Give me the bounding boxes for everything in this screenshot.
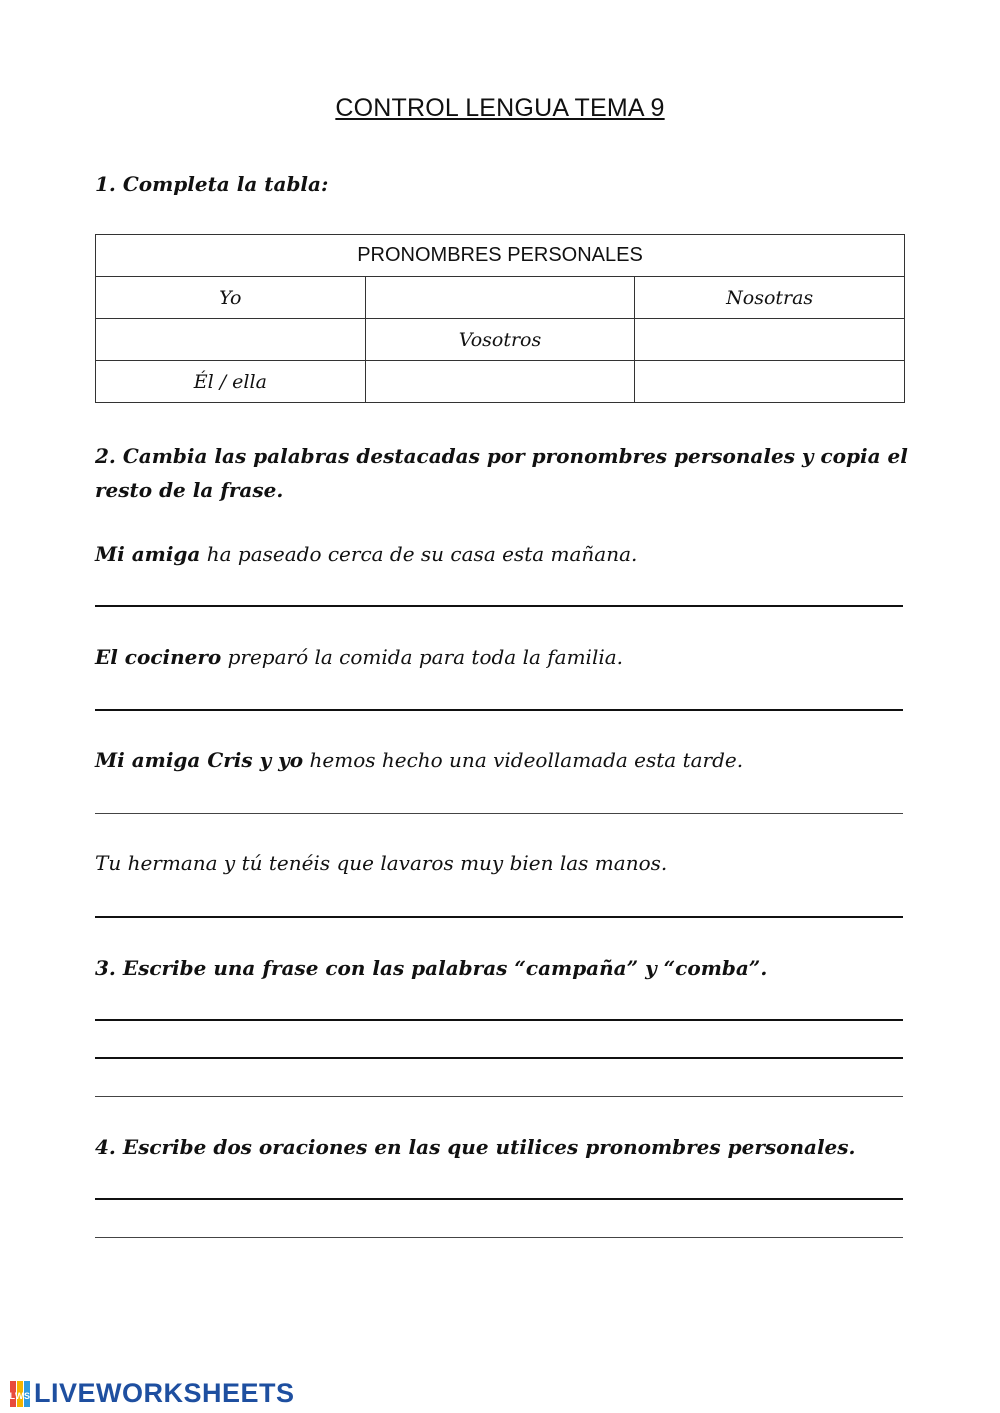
sentence-3 <box>95 748 743 772</box>
table-row <box>96 361 905 403</box>
liveworksheets-mark-icon <box>8 1379 32 1409</box>
answer-line[interactable] <box>95 1019 903 1021</box>
sentence-rest: hemos hecho una videollamada esta tarde. <box>303 748 744 772</box>
answer-line[interactable] <box>95 1237 903 1238</box>
table-cell-blank[interactable] <box>96 319 366 361</box>
table-cell: Yo <box>96 277 366 319</box>
table-cell-blank[interactable] <box>365 361 635 403</box>
table-row <box>96 319 905 361</box>
answer-line[interactable] <box>95 1057 903 1059</box>
sentence-4 <box>95 851 667 875</box>
answer-line[interactable] <box>95 916 903 918</box>
section-2-heading-line-2: resto de la frase. <box>95 478 284 502</box>
section-1-heading: 1. Completa la tabla: <box>95 172 329 196</box>
answer-line[interactable] <box>95 605 903 607</box>
sentence-rest: ha paseado cerca de su casa esta mañana. <box>200 542 638 566</box>
table-header: PRONOMBRES PERSONALES <box>96 235 905 277</box>
answer-line[interactable] <box>95 813 903 814</box>
answer-line[interactable] <box>95 709 903 711</box>
highlighted-words: Mi amiga <box>95 542 201 566</box>
highlighted-words: Mi amiga Cris y yo <box>95 748 304 772</box>
pronouns-table <box>95 234 905 403</box>
liveworksheets-logo <box>8 1378 295 1409</box>
section-2-heading-line-1: 2. Cambia las palabras destacadas por pronombres personales y copia el <box>95 444 908 468</box>
answer-line[interactable] <box>95 1096 903 1097</box>
highlighted-words: El cocinero <box>95 645 222 669</box>
table-cell-blank[interactable] <box>635 361 905 403</box>
sentence-rest: preparó la comida para toda la familia. <box>221 645 624 669</box>
sentence-2 <box>95 645 623 669</box>
table-cell-blank[interactable] <box>635 319 905 361</box>
section-3-heading: 3. Escribe una frase con las palabras “campaña” y “comba”. <box>95 956 768 980</box>
table-row <box>96 277 905 319</box>
page-title: CONTROL LENGUA TEMA 9 <box>335 94 665 122</box>
table-cell: Vosotros <box>365 319 635 361</box>
section-4-heading: 4. Escribe dos oraciones en las que utilices pronombres personales. <box>95 1135 856 1159</box>
answer-line[interactable] <box>95 1198 903 1200</box>
sentence-1 <box>95 542 637 566</box>
table-cell-blank[interactable] <box>365 277 635 319</box>
table-cell: Él / ella <box>96 361 366 403</box>
table-cell: Nosotras <box>635 277 905 319</box>
logo-text: LIVEWORKSHEETS <box>34 1378 295 1408</box>
svg-text:LWS: LWS <box>9 1390 31 1401</box>
sentence-rest: Tu hermana y tú tenéis que lavaros muy bien las manos. <box>95 851 668 875</box>
